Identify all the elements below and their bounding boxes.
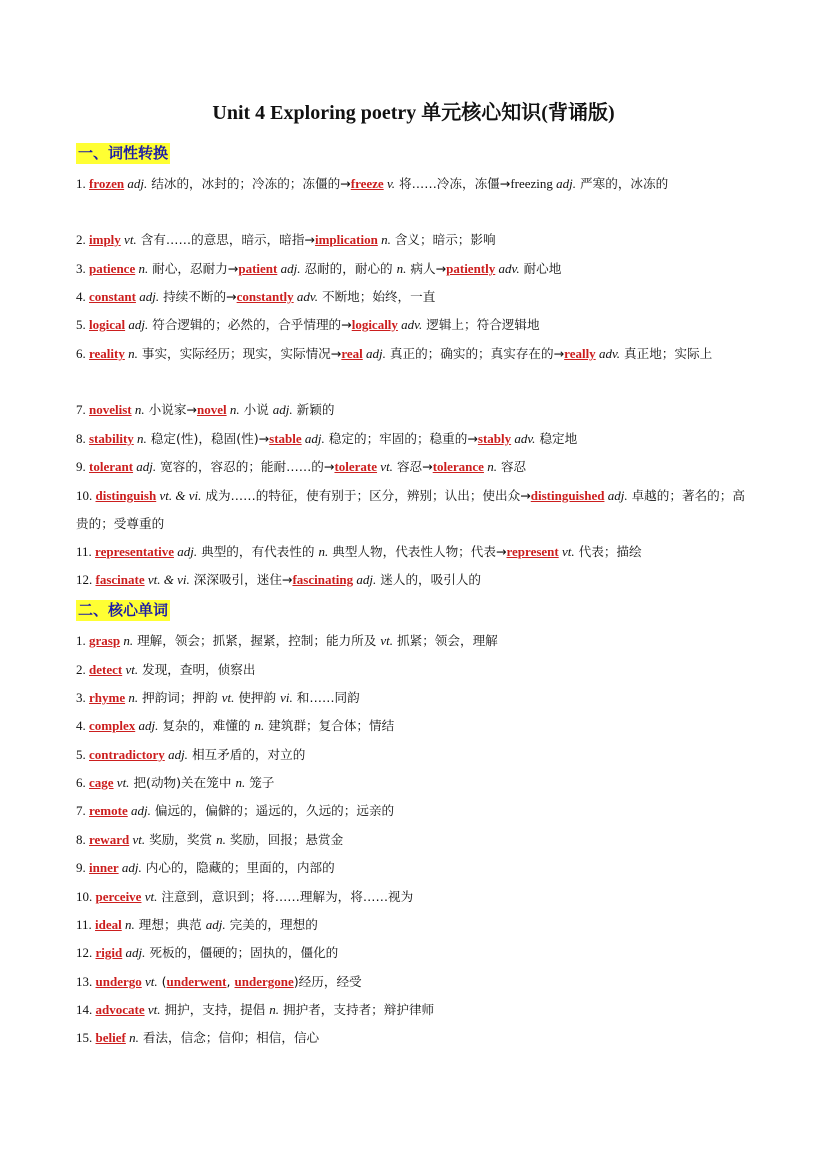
keyword: inner [89, 860, 119, 875]
keyword: contradictory [89, 747, 165, 762]
entry-definition: 深深吸引，迷住→ [189, 572, 293, 587]
keyword: distinguish [95, 488, 157, 503]
entry-number: 14. [76, 1002, 96, 1017]
part-of-speech: adv. [595, 346, 620, 361]
entry-definition: 复杂的，难懂的 [158, 718, 255, 733]
entry-definition: 奖励，奖赏 [145, 832, 217, 847]
keyword: implication [314, 232, 378, 247]
page-title: Unit 4 Exploring poetry 单元核心知识(背诵版) [212, 102, 615, 124]
entry-definition: 严寒的，冰冻的 [576, 176, 669, 191]
entry-number: 9. [76, 459, 89, 474]
vocab-entry [76, 883, 756, 911]
entry-definition: 稳定(性)，稳固(性)→ [146, 431, 270, 446]
part-of-speech: adj. [135, 289, 160, 304]
vocab-entry [76, 854, 756, 882]
entry-definition: 把(动物)关在笼中 [129, 775, 236, 790]
keyword: remote [89, 803, 128, 818]
part-of-speech: n. [254, 718, 265, 733]
entry-definition: 真正地；实际上 [620, 346, 713, 361]
keyword: fascinate [95, 572, 145, 587]
keyword: cage [89, 775, 114, 790]
keyword: logically [351, 317, 398, 332]
part-of-speech: adj. [301, 431, 325, 446]
part-of-speech: vt. [129, 832, 146, 847]
vocab-entry [76, 826, 756, 854]
keyword: perceive [95, 889, 142, 904]
entry-definition: 宽容的，容忍的；能耐……的→ [156, 459, 335, 474]
entry-number: 15. [76, 1030, 96, 1045]
part-of-speech: vt. [377, 459, 393, 474]
vocab-entry [76, 1024, 756, 1052]
entry-definition: 拥护，支持，提倡 [160, 1002, 270, 1017]
part-of-speech: n. [483, 459, 497, 474]
entry-definition: 押韵词；押韵 [138, 690, 222, 705]
part-of-speech: n. [125, 690, 139, 705]
keyword: representative [95, 544, 174, 559]
keyword: patiently [446, 261, 496, 276]
entry-number: 9. [76, 860, 89, 875]
entry-definition: 奖励，回报；悬赏金 [225, 832, 344, 847]
entry-definition: 持续不断的→ [159, 289, 237, 304]
vocab-entry [76, 170, 756, 198]
vocab-entry [76, 769, 756, 797]
entry-definition: ( [157, 974, 167, 989]
part-of-speech: vt. [558, 544, 575, 559]
keyword: tolerate [334, 459, 378, 474]
part-of-speech: n. [226, 402, 240, 417]
keyword: stability [89, 431, 134, 446]
part-of-speech: n. [318, 544, 329, 559]
keyword: rhyme [89, 690, 126, 705]
entry-definition: 相互矛盾的，对立的 [187, 747, 306, 762]
vocab-entry [76, 797, 756, 825]
entry-definition: 成为……的特征，使有别于；区分，辨别；认出；使出众→ [201, 488, 531, 503]
keyword: complex [89, 718, 136, 733]
entry-number: 11. [76, 544, 96, 559]
part-of-speech: n. [377, 232, 391, 247]
keyword: imply [89, 232, 121, 247]
vocab-entry [76, 396, 756, 424]
part-of-speech: vt. [380, 633, 393, 648]
vocab-entry [76, 340, 756, 368]
entry-number: 1. [76, 633, 89, 648]
keyword: tolerance [432, 459, 484, 474]
keyword: reward [89, 832, 130, 847]
entry-definition: 新颖的 [292, 402, 335, 417]
vocab-entry [76, 425, 756, 453]
keyword: underwent [166, 974, 227, 989]
entry-definition: , [226, 974, 235, 989]
keyword: frozen [89, 176, 125, 191]
entry-definition: 符合逻辑的；必然的，合乎情理的→ [148, 317, 352, 332]
entry-number: 8. [76, 832, 89, 847]
entry-definition: 偏远的，偏僻的；遥远的，久远的；远亲的 [150, 803, 395, 818]
vocab-entry [76, 741, 756, 769]
entry-definition: 抓紧；领会，理解 [393, 633, 498, 648]
part-of-speech: vt. & vi. [156, 488, 202, 503]
entry-number: 11. [76, 917, 96, 932]
keyword: detect [89, 662, 123, 677]
keyword: stably [477, 431, 512, 446]
keyword: represent [506, 544, 559, 559]
part-of-speech: n. [131, 402, 145, 417]
part-of-speech: vt. [120, 232, 137, 247]
entry-definition: 含有……的意思，暗示，暗指→ [136, 232, 315, 247]
part-of-speech: adj. [118, 860, 142, 875]
entry-definition: 发现，查明，侦察出 [138, 662, 256, 677]
part-of-speech: n. [235, 775, 246, 790]
entry-number: 12. [76, 572, 96, 587]
keyword: patient [238, 261, 278, 276]
section-heading-core-words: 二、核心单词 [78, 601, 169, 619]
vocab-entry [76, 283, 756, 311]
entry-definition: 典型的，有代表性的 [197, 544, 319, 559]
keyword: fascinating [292, 572, 354, 587]
vocab-entry [76, 311, 756, 339]
entry-number: 4. [76, 718, 89, 733]
entry-number: 6. [76, 346, 89, 361]
entry-definition: 笼子 [245, 775, 275, 790]
part-of-speech: adj. [164, 747, 188, 762]
vocab-entry [76, 627, 756, 655]
keyword: patience [89, 261, 136, 276]
entry-number: 7. [76, 402, 89, 417]
part-of-speech: adj. [604, 488, 628, 503]
vocab-entry [76, 939, 756, 967]
entry-definition: )经历，经受 [293, 974, 362, 989]
entry-definition: 理想；典范 [134, 917, 206, 932]
part-of-speech: n. [269, 1002, 280, 1017]
vocab-entry [76, 996, 756, 1024]
entry-number: 2. [76, 232, 89, 247]
entry-number: 6. [76, 775, 89, 790]
part-of-speech: adj. [277, 261, 301, 276]
entry-number: 5. [76, 317, 89, 332]
vocab-entry [76, 566, 756, 594]
entry-number: 12. [76, 945, 96, 960]
entry-definition: 容忍→ [392, 459, 433, 474]
part-of-speech: vt. [122, 662, 139, 677]
vocab-entry [76, 482, 756, 538]
keyword: belief [95, 1030, 126, 1045]
entry-definition: 不断地；始终，一直 [317, 289, 436, 304]
entry-definition: 理解，领会；抓紧，握紧，控制；能力所及 [133, 633, 381, 648]
entry-definition: 完美的，理想的 [225, 917, 318, 932]
part-of-speech: adj. [125, 317, 149, 332]
keyword: undergone [234, 974, 294, 989]
entry-number: 1. [76, 176, 89, 191]
part-of-speech: adj. [205, 917, 226, 932]
part-of-speech: adj. [173, 544, 198, 559]
entry-definition: 小说 [239, 402, 273, 417]
part-of-speech: n. [121, 917, 135, 932]
vocab-entry [76, 968, 756, 996]
keyword: rigid [95, 945, 123, 960]
entry-definition: 和……同韵 [292, 690, 360, 705]
entry-definition: 含义；暗示；影响 [390, 232, 496, 247]
keyword: novelist [89, 402, 132, 417]
section-heading-word-conversion: 一、词性转换 [78, 144, 169, 162]
part-of-speech: adv. [293, 289, 318, 304]
part-of-speech: adj. [135, 718, 159, 733]
part-of-speech: vt. [113, 775, 130, 790]
entry-definition: 忍耐的，耐心的 [300, 261, 397, 276]
entry-definition: 病人→ [406, 261, 447, 276]
part-of-speech: v. [383, 176, 395, 191]
part-of-speech: adj. [272, 402, 293, 417]
keyword: really [564, 346, 596, 361]
entry-number: 10. [76, 889, 96, 904]
entry-definition: 看法，信念；信仰；相信，信心 [138, 1030, 320, 1045]
entry-definition: 稳定地 [535, 431, 578, 446]
entry-definition: 死板的，僵硬的；固执的，僵化的 [145, 945, 339, 960]
entry-number: 3. [76, 261, 89, 276]
entry-definition: 稳定的；牢固的；稳重的→ [324, 431, 478, 446]
keyword: logical [89, 317, 126, 332]
keyword: undergo [95, 974, 142, 989]
entry-definition: 容忍 [496, 459, 527, 474]
entry-definition: 小说家→ [144, 402, 197, 417]
entry-number: 5. [76, 747, 89, 762]
part-of-speech: adv. [397, 317, 423, 332]
part-of-speech: vt. & vi. [144, 572, 190, 587]
entry-definition: 迷人的，吸引人的 [376, 572, 482, 587]
entry-definition: 耐心地 [519, 261, 562, 276]
part-of-speech: n. [135, 261, 149, 276]
vocab-entry [76, 226, 756, 254]
keyword: grasp [89, 633, 121, 648]
entry-definition: 真正的；确实的；真实存在的→ [385, 346, 565, 361]
keyword: novel [196, 402, 227, 417]
entry-definition: 代表；描绘 [574, 544, 642, 559]
entry-definition: 耐心，忍耐力→ [148, 261, 239, 276]
part-of-speech: vt. [221, 690, 235, 705]
keyword: tolerant [89, 459, 134, 474]
part-of-speech: vt. [141, 889, 158, 904]
part-of-speech: vt. [144, 1002, 161, 1017]
vocab-entry [76, 255, 756, 283]
part-of-speech: n. [120, 633, 134, 648]
entry-definition: 注意到，意识到；将……理解为，将……视为 [157, 889, 414, 904]
entry-number: 13. [76, 974, 96, 989]
entry-number: 10. [76, 488, 96, 503]
entry-definition: 结冰的，冰封的；冷冻的；冻僵的→ [147, 176, 351, 191]
part-of-speech: adj. [362, 346, 386, 361]
vocab-entry [76, 656, 756, 684]
entry-definition: 内心的，隐藏的；里面的，内部的 [141, 860, 335, 875]
keyword: real [341, 346, 363, 361]
keyword: stable [269, 431, 302, 446]
part-of-speech: adj. [353, 572, 377, 587]
keyword: ideal [95, 917, 122, 932]
entry-definition: 典型人物，代表性人物；代表→ [328, 544, 507, 559]
keyword: constantly [236, 289, 294, 304]
part-of-speech: n. [133, 431, 147, 446]
entry-definition: 拥护者，支持者；辩护律师 [279, 1002, 435, 1017]
part-of-speech: vt. [141, 974, 158, 989]
vocab-entry [76, 538, 756, 566]
keyword: reality [89, 346, 125, 361]
part-of-speech: adj. [122, 945, 146, 960]
part-of-speech: adv. [511, 431, 536, 446]
keyword: constant [89, 289, 136, 304]
entry-definition: 将……冷冻，冻僵→ [395, 176, 511, 191]
vocab-entry [76, 911, 756, 939]
part-of-speech: adj. [552, 176, 577, 191]
keyword: advocate [95, 1002, 145, 1017]
part-of-speech: vi. [280, 690, 293, 705]
part-of-speech: n. [125, 1030, 139, 1045]
vocab-entry [76, 453, 756, 481]
entry-definition: 事实，实际经历；现实，实际情况→ [137, 346, 342, 361]
part-of-speech: adj. [124, 176, 148, 191]
part-of-speech: n. [396, 261, 407, 276]
part-of-speech: adj. [127, 803, 151, 818]
part-of-speech: adj. [133, 459, 157, 474]
part-of-speech: n. [124, 346, 138, 361]
entry-definition: 使押韵 [234, 690, 281, 705]
entry-definition: 建筑群；复合体；情结 [264, 718, 395, 733]
entry-definition: 逻辑上；符合逻辑地 [422, 317, 540, 332]
keyword: distinguished [530, 488, 605, 503]
vocab-entry [76, 712, 756, 740]
part-of-speech: adv. [495, 261, 520, 276]
entry-number: 8. [76, 431, 89, 446]
related-word: freezing [510, 176, 553, 191]
entry-number: 2. [76, 662, 89, 677]
vocab-entry [76, 684, 756, 712]
entry-number: 7. [76, 803, 89, 818]
part-of-speech: n. [216, 832, 226, 847]
entry-number: 4. [76, 289, 89, 304]
entry-definition: 卓越的；著名的；高贵的；受尊重的 [76, 488, 745, 531]
keyword: freeze [350, 176, 384, 191]
entry-number: 3. [76, 690, 89, 705]
